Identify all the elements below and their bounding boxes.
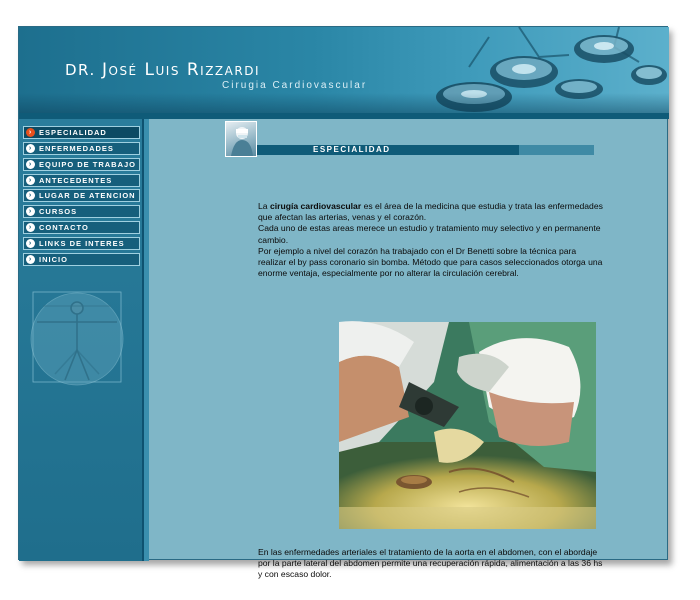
- site-subtitle: Cirugia Cardiovascular: [222, 80, 368, 91]
- main-content: [149, 119, 669, 580]
- page-frame: [18, 26, 668, 580]
- closing-text: En las enfermedades arteriales el tratamiento de la aorta en el abdomen, con el abordaje por la parte lateral del abdomen permite una recuperación rápida, alimentación a las 36 hs y con escaso dolor.: [258, 547, 603, 580]
- body-line-2: Cada uno de estas areas merece un estudio y tratamiento muy selectivo y en permanente cambio.: [258, 223, 601, 245]
- sidebar-item-label: ESPECIALIDAD: [39, 128, 107, 137]
- sidebar-item-label: EQUIPO DE TRABAJO: [39, 159, 137, 169]
- sidebar-item-enfermedades[interactable]: [23, 142, 140, 155]
- chevron-right-icon: ›: [26, 207, 35, 216]
- chevron-right-icon: ›: [26, 239, 35, 248]
- sidebar-item-inicio[interactable]: [23, 253, 140, 266]
- sidebar-item-label: INICIO: [39, 254, 68, 264]
- chevron-right-icon: ›: [26, 144, 35, 153]
- surgeon-thumbnail: [225, 121, 257, 157]
- sidebar: [19, 119, 144, 561]
- intro-rest: es el área de la medicina que estudia y trata las enfermedades que afectan las arterias, venas y el corazón.: [258, 201, 603, 223]
- sidebar-item-contacto[interactable]: [23, 221, 140, 234]
- sidebar-item-label: LINKS DE INTERES: [39, 238, 125, 248]
- sidebar-item-label: LUGAR DE ATENCION: [39, 191, 136, 201]
- intro-lead: La: [258, 201, 270, 211]
- sidebar-item-label: CURSOS: [39, 207, 78, 217]
- vitruvian-man-illustration: [29, 284, 124, 389]
- sidebar-nav: [23, 126, 140, 269]
- site-title-name: José Luis Rizzardi: [101, 60, 260, 80]
- chevron-right-icon: ›: [26, 191, 35, 200]
- chevron-right-icon: ›: [26, 128, 35, 137]
- chevron-right-icon: ›: [26, 223, 35, 232]
- chevron-right-icon: ›: [26, 160, 35, 169]
- site-title: [65, 60, 260, 80]
- sidebar-item-equipo-de-trabajo[interactable]: [23, 158, 140, 171]
- chevron-right-icon: ›: [26, 255, 35, 264]
- sidebar-item-label: ANTECEDENTES: [39, 175, 113, 185]
- body-line-3: Por ejemplo a nivel del corazón ha trabajado con el Dr Benetti sobre la técnica para realizar el by pass coronario sin bomba. Método que para casos seleccionados otorga una enorme ventaja, especialmente por no alterar la circulación cerebral.: [258, 245, 603, 279]
- site-title-prefix: DR.: [65, 61, 102, 79]
- site-header: [19, 27, 669, 113]
- section-title: ESPECIALIDAD: [313, 144, 391, 154]
- surgery-photo: [339, 322, 596, 529]
- sidebar-item-label: ENFERMEDADES: [39, 143, 114, 153]
- intro-text: [258, 201, 603, 279]
- chevron-right-icon: ›: [26, 176, 35, 185]
- sidebar-item-especialidad[interactable]: [23, 126, 140, 139]
- header-shade: [19, 93, 669, 113]
- sidebar-item-label: CONTACTO: [39, 223, 89, 233]
- sidebar-item-links-de-interes[interactable]: [23, 237, 140, 250]
- section-header-bar: [257, 145, 594, 155]
- sidebar-item-antecedentes[interactable]: [23, 174, 140, 187]
- intro-bold: cirugía cardiovascular: [269, 201, 362, 211]
- sidebar-item-cursos[interactable]: [23, 205, 140, 218]
- sidebar-item-lugar-de-atencion[interactable]: [23, 189, 140, 202]
